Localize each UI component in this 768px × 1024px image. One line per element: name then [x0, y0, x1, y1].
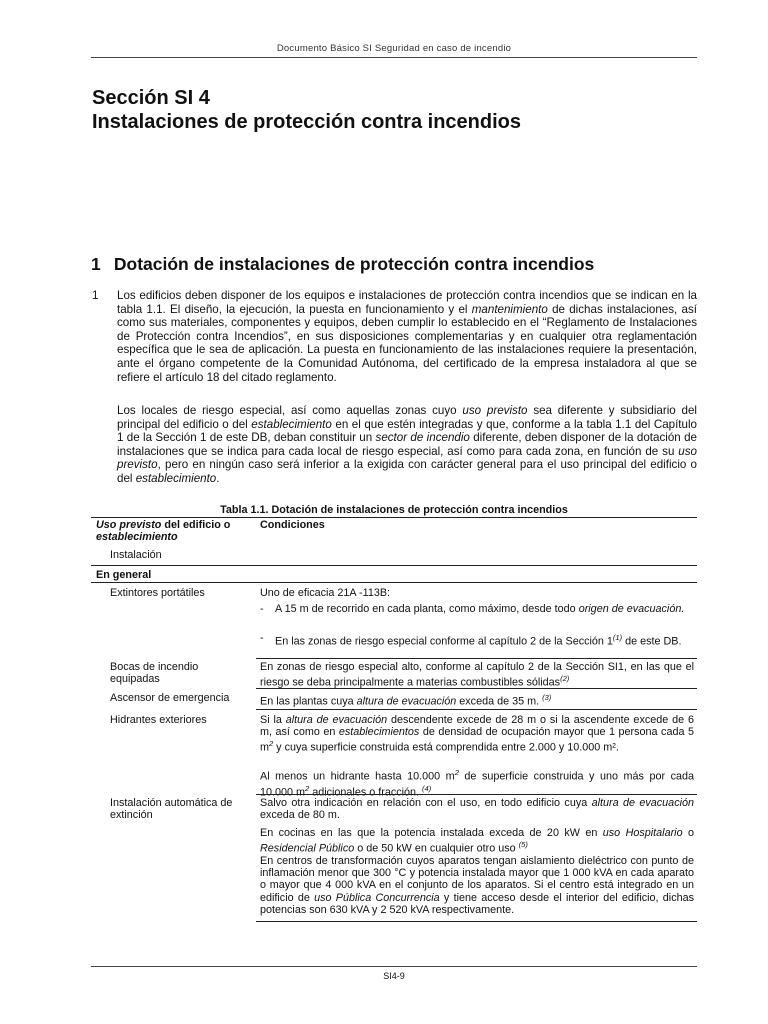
column-header-use [96, 519, 256, 544]
condition-text: y tiene acceso desde el interior del edificio, dichas potencias son 630 kVA y 2 520 kVA respectivamente. [260, 891, 694, 916]
bullet-text: A 15 m de recorrido en cada planta, como máximo, desde todo [275, 603, 579, 615]
header-rule-bottom [91, 565, 697, 566]
paragraph-text: . [216, 471, 220, 485]
header-term: Uso previsto [96, 519, 162, 531]
cond-hidrantes-1 [260, 714, 694, 754]
chapter-heading [91, 254, 594, 275]
section-name: Instalaciones de protección contra incendios [92, 111, 521, 133]
term: uso Pública Concurrencia [314, 891, 440, 904]
page-number: SI4-9 [383, 971, 405, 981]
footnote-ref: (2) [560, 674, 570, 684]
condition-text: Al menos un hidrante hasta 10.000 m [260, 770, 455, 783]
condition-text: En cocinas en las que la potencia instalada exceda de 20 kW en [260, 827, 603, 839]
row-label-extintores: Extintores portátiles [110, 587, 205, 599]
section-title [92, 86, 521, 134]
footnote-ref: (4) [422, 783, 432, 793]
paragraph-text: , pero en ningún caso será inferior a la exigida con carácter general para el uso principal del edificio o del [117, 458, 697, 485]
cond-bocas [260, 661, 694, 689]
condition-text: adicionales o fracción. [309, 786, 423, 799]
cond-ascensor [260, 692, 694, 708]
footnote-ref: (1) [612, 633, 623, 642]
paragraph-text: de dichas instalaciones, así como sus materiales, componentes y equipos, deben cumplir lo establecido en el “Reglamento de Instalaciones de Protección contra Incendios”, en sus disposiciones complementarias y en cualquier otra reglamentación específica que le sea de aplicación. La puesta en funcionamiento de las instalaciones requiere la presentación, ante el órgano competente de la Comunidad Autónoma, del certificado de la empresa instaladora al que se refiere el artículo 18 del citado reglamento. [117, 302, 697, 384]
table-caption: Tabla 1.1. Dotación de instalaciones de protección contra incendios [220, 504, 568, 516]
section-number: Sección SI 4 [92, 87, 210, 109]
row-rule [256, 658, 697, 659]
table-top-rule [91, 517, 697, 518]
term: altura de evacuación [591, 797, 694, 809]
paragraph-text: Los edificios deben disponer de los equipos e instalaciones de protección contra incendios que se indican en la tabla 1.1. El diseño, la ejecución, la puesta en funcionamiento y el [117, 289, 697, 316]
condition-text: descendente excede de 28 m o si la ascendente excede de 6 m, así como en [260, 714, 694, 739]
term: establecimientos [338, 726, 420, 739]
paragraph-text: sea diferente y subsidiario del principal del edificio o del [117, 404, 698, 431]
group-rule [91, 582, 697, 583]
condition-text: Salvo otra indicación en relación con el uso, en todo edificio cuya [260, 797, 592, 809]
term: uso Hospitalario [602, 827, 683, 839]
condition-text: y cuya superficie construida está comprendida entre 2.000 y 10.000 m². [273, 742, 619, 754]
footnote-ref: (3) [542, 693, 552, 702]
row-rule [256, 709, 697, 710]
cond-extincion-1 [260, 797, 694, 821]
bullet-text: En las zonas de riesgo especial conforme al capítulo 2 de la Sección 1 [275, 635, 613, 648]
paragraph-2 [117, 404, 697, 486]
condition-text: o [682, 827, 695, 839]
term: sector de incendio [375, 431, 470, 445]
row-label-extincion: Instalación automática de extinción [110, 797, 233, 822]
footnote-ref: (5) [518, 840, 528, 850]
term: uso previsto [462, 404, 528, 417]
paragraph-text: en el que estén integradas y que, conforme a la tabla 1.1 del Capítulo 1 de la Sección 1 de este DB, deban constituir un [117, 417, 698, 445]
condition-text: de superficie construida y uno más por cada 10.000 m [260, 770, 695, 799]
header-term: establecimiento [96, 531, 178, 544]
paragraph-text: diferente, deben disponer de la dotación de instalaciones que se indica para cada local de riesgo especial, así como para cada zona, en función de su [117, 431, 697, 458]
footer-rule [91, 966, 697, 967]
bullet-text: de este DB. [622, 635, 682, 648]
condition-text: Si la [260, 714, 286, 726]
running-header: Documento Básico SI Seguridad en caso de incendio [276, 43, 512, 54]
term: mantenimiento [471, 302, 548, 316]
header-text: del edificio o [161, 519, 231, 531]
column-header-installation: Instalación [110, 549, 162, 561]
cond-extintores-line: Uno de eficacia 21A -113B: [260, 587, 391, 599]
condition-text: En centros de transformación cuyos aparatos tengan aislamiento dieléctrico con punto de inflamación menor que 300 °C y potencia instalada mayor que 1 000 kVA en cada aparato o mayor que 4 000 kVA en el conjunto de los aparatos. Si el centro está integrado en un edificio de [260, 855, 694, 904]
term: altura de evacuación [285, 714, 388, 726]
row-label-bocas: Bocas de incendio equipadas [110, 661, 199, 686]
chapter-title: Dotación de instalaciones de protección contra incendios [113, 254, 595, 274]
term: origen de evacuación. [578, 603, 685, 615]
superscript: 2 [454, 768, 459, 777]
column-header-conditions: Condiciones [260, 519, 325, 531]
term: altura de evacuación [356, 695, 457, 708]
condition-text: En las plantas cuya [260, 695, 357, 708]
cond-extincion-2 [260, 827, 694, 855]
condition-text: exceda de 80 m. [260, 809, 340, 822]
term: Residencial Público [260, 842, 355, 855]
condition-text: o de 50 kW en cualquier otro uso [354, 842, 519, 855]
row-label-hidrantes: Hidrantes exteriores [110, 714, 207, 726]
condition-text: de densidad de ocupación mayor que 1 persona cada 5 m [260, 726, 694, 754]
row-rule [256, 688, 697, 689]
term: establecimiento [251, 417, 332, 431]
paragraph-text: Los locales de riesgo especial, así como aquellas zonas cuyo [117, 404, 463, 417]
term: establecimiento [135, 471, 217, 485]
condition-text: exceda de 35 m. [456, 695, 543, 708]
superscript: 2 [269, 739, 274, 749]
row-label-ascensor: Ascensor de emergencia [110, 692, 230, 704]
row-rule [256, 794, 697, 795]
superscript: 2 [305, 783, 310, 793]
paragraph-1 [117, 289, 697, 384]
term: uso previsto [117, 444, 697, 472]
chapter-number: 1 [91, 254, 101, 274]
condition-text: En zonas de riesgo especial alto, conforme al capítulo 2 de la Sección SI1, en las que el riesgo se deba principalmente a materias combustibles sólidas [260, 661, 694, 689]
group-heading: En general [96, 569, 152, 581]
paragraph-number: 1 [92, 289, 99, 302]
header-rule [91, 57, 697, 58]
row-rule [256, 921, 697, 922]
cond-extincion-3 [260, 855, 694, 916]
